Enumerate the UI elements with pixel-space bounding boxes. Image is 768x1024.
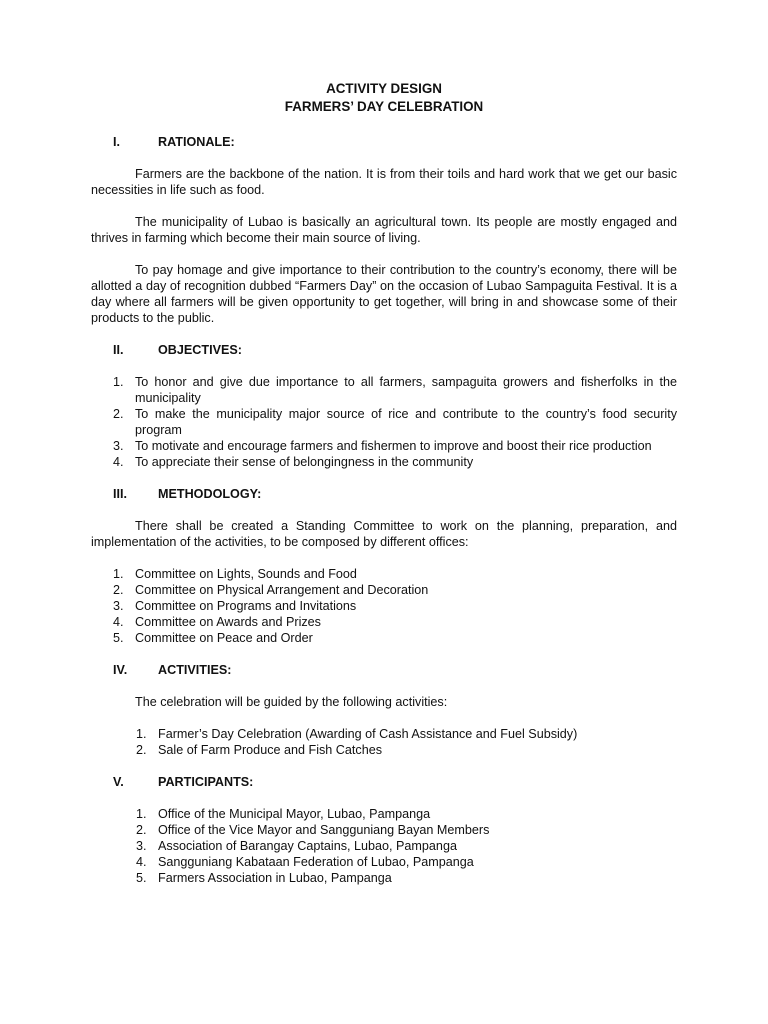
list-item (91, 582, 677, 598)
list-item-text: Office of the Municipal Mayor, Lubao, Pampanga (158, 807, 431, 821)
list-item-text: Sale of Farm Produce and Fish Catches (158, 743, 382, 757)
document-subtitle: FARMERS’ DAY CELEBRATION (284, 99, 484, 114)
list-item (91, 406, 677, 438)
rationale-paragraph: The municipality of Lubao is basically an agricultural town. Its people are mostly engaged and thrives in farming which become their main source of living. (91, 215, 677, 245)
list-item-text: Farmers Association in Lubao, Pampanga (158, 871, 392, 885)
list-item (91, 806, 677, 822)
list-item-text: Committee on Peace and Order (135, 631, 313, 645)
list-item-number: 3. (113, 599, 124, 613)
list-item-number: 4. (113, 455, 124, 469)
list-item (91, 374, 677, 406)
list-item-number: 5. (136, 871, 147, 885)
document-title: ACTIVITY DESIGN (326, 81, 442, 96)
list-item-text: To motivate and encourage farmers and fishermen to improve and boost their rice production (135, 439, 652, 453)
list-item-text: Committee on Lights, Sounds and Food (135, 567, 357, 581)
section-heading-rationale (91, 134, 677, 150)
list-item (91, 630, 677, 646)
list-item-text: To appreciate their sense of belongingness in the community (135, 455, 474, 469)
list-item (91, 822, 677, 838)
section-title: ACTIVITIES: (158, 663, 232, 677)
section-title: PARTICIPANTS: (158, 775, 254, 789)
list-item (91, 438, 677, 454)
list-item-text: Farmer’s Day Celebration (Awarding of Cash Assistance and Fuel Subsidy) (158, 727, 578, 741)
committee-list (91, 566, 677, 646)
list-item (91, 742, 677, 758)
list-item-number: 1. (136, 727, 147, 741)
list-item-text: Committee on Programs and Invitations (135, 599, 357, 613)
section-title: RATIONALE: (158, 135, 235, 149)
section-number: IV. (113, 663, 128, 677)
list-item (91, 838, 677, 854)
list-item-text: Association of Barangay Captains, Lubao, Pampanga (158, 839, 457, 853)
list-item (91, 614, 677, 630)
rationale-paragraph: Farmers are the backbone of the nation. It is from their toils and hard work that we get our basic necessities in life such as food. (91, 167, 677, 197)
list-item (91, 598, 677, 614)
list-item-number: 1. (113, 375, 124, 389)
list-item-text: Committee on Awards and Prizes (135, 615, 321, 629)
list-item (91, 870, 677, 886)
activities-list (91, 726, 677, 758)
section-number: V. (113, 775, 124, 789)
section-heading-activities (91, 662, 677, 678)
objectives-list (91, 374, 677, 470)
list-item-number: 2. (136, 823, 147, 837)
list-item-number: 2. (113, 583, 124, 597)
list-item-number: 1. (113, 567, 124, 581)
list-item (91, 726, 677, 742)
list-item-number: 4. (136, 855, 147, 869)
list-item-text: To make the municipality major source of rice and contribute to the country’s food security program (135, 407, 677, 437)
list-item-text: Office of the Vice Mayor and Sangguniang Bayan Members (158, 823, 490, 837)
section-number: II. (113, 343, 124, 357)
section-heading-participants (91, 774, 677, 790)
document-page (91, 80, 677, 902)
list-item-number: 5. (113, 631, 124, 645)
list-item-text: Sangguniang Kabataan Federation of Lubao, Pampanga (158, 855, 474, 869)
section-heading-objectives (91, 342, 677, 358)
list-item-number: 2. (136, 743, 147, 757)
list-item (91, 566, 677, 582)
list-item-text: Committee on Physical Arrangement and Decoration (135, 583, 429, 597)
list-item (91, 454, 677, 470)
section-number: III. (113, 487, 127, 501)
list-item-number: 2. (113, 407, 124, 421)
list-item-text: To honor and give due importance to all farmers, sampaguita growers and fisherfolks in the municipality (135, 375, 677, 405)
methodology-paragraph: There shall be created a Standing Committee to work on the planning, preparation, and implementation of the activities, to be composed by different offices: (91, 519, 677, 549)
rationale-paragraph: To pay homage and give importance to their contribution to the country’s economy, there will be allotted a day of recognition dubbed “Farmers Day” on the occasion of Lubao Sampaguita Festival. It is a day where all farmers will be given opportunity to get together, will bring in and showcase some of their products to the public. (91, 263, 677, 325)
list-item-number: 3. (136, 839, 147, 853)
list-item-number: 3. (113, 439, 124, 453)
list-item-number: 1. (136, 807, 147, 821)
participants-list (91, 806, 677, 886)
list-item-number: 4. (113, 615, 124, 629)
section-heading-methodology (91, 486, 677, 502)
section-title: OBJECTIVES: (158, 343, 242, 357)
activities-intro: The celebration will be guided by the following activities: (135, 695, 448, 709)
document-title-block (91, 80, 677, 116)
list-item (91, 854, 677, 870)
section-number: I. (113, 135, 120, 149)
section-title: METHODOLOGY: (158, 487, 262, 501)
